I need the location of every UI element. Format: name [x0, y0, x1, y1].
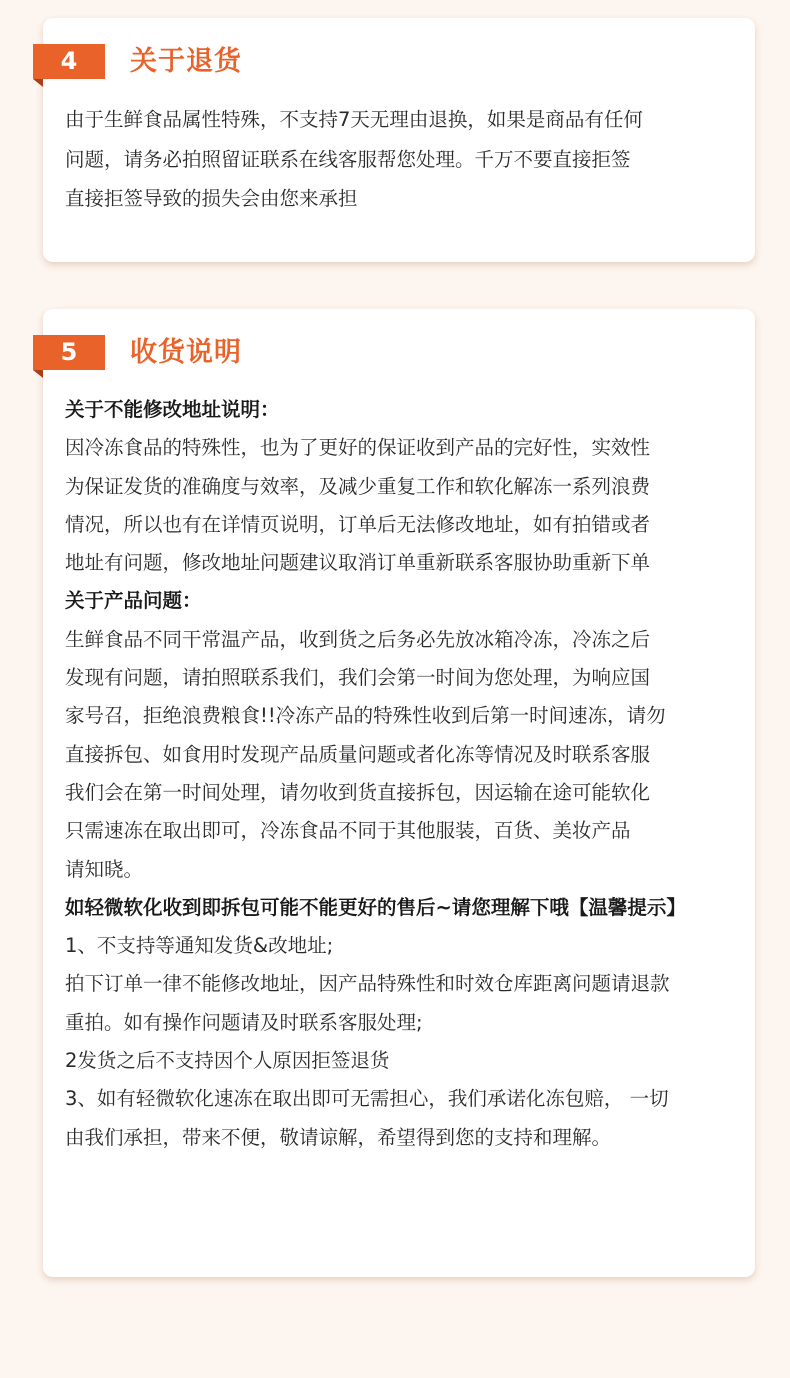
body-line: 家号召，拒绝浪费粮食!!冷冻产品的特殊性收到后第一时间速冻，请勿	[65, 704, 666, 728]
body-line: 只需速冻在取出即可，冷冻食品不同于其他服装，百货、美妆产品	[65, 819, 631, 843]
body-line: 关于不能修改地址说明：	[65, 398, 280, 421]
body-line: 因冷冻食品的特殊性，也为了更好的保证收到产品的完好性，实效性	[65, 436, 651, 460]
body-line: 情况，所以也有在详情页说明，订单后无法修改地址，如有拍错或者	[65, 512, 651, 536]
body-line: 生鲜食品不同干常温产品，收到货之后务必先放冰箱冷冻，冷冻之后	[65, 627, 651, 651]
body-line: 我们会在第一时间处理，请勿收到货直接拆包，因运输在途可能软化	[65, 780, 651, 804]
body-line: 为保证发货的准确度与效率，及减少重复工作和软化解冻一系列浪费	[65, 474, 651, 498]
body-line: 重拍。如有操作问题请及时联系客服处理;	[65, 1010, 423, 1034]
body-line: 如轻微软化收到即拆包可能不能更好的售后~请您理解下哦【温馨提示】	[65, 895, 686, 919]
section-body	[65, 391, 751, 1157]
section-card-receiving	[43, 309, 755, 1277]
section-body	[65, 100, 751, 219]
body-line: 3、如有轻微软化速冻在取出即可无需担心，我们承诺化冻包赔， 一切	[65, 1087, 669, 1111]
section-number-badge: 4	[33, 44, 105, 79]
body-line: 请知晓。	[65, 857, 144, 881]
body-line: 拍下订单一律不能修改地址，因产品特殊性和时效仓库距离问题请退款	[65, 972, 670, 996]
section-title: 关于退货	[130, 46, 242, 77]
body-line: 由我们承担，带来不便，敬请谅解，希望得到您的支持和理解。	[65, 1125, 612, 1149]
body-line: 2发货之后不支持因个人原因拒签退货	[65, 1049, 390, 1073]
section-title: 收货说明	[130, 337, 242, 368]
body-line: 直接拆包、如食用时发现产品质量问题或者化冻等情况及时联系客服	[65, 742, 651, 766]
body-line: 问题，请务必拍照留证联系在线客服帮您处理。千万不要直接拒签	[65, 147, 631, 171]
body-line: 关于产品问题：	[65, 589, 202, 613]
body-line: 1、不支持等通知发货&改地址;	[65, 934, 334, 958]
body-line: 由于生鲜食品属性特殊，不支持7天无理由退换，如果是商品有任何	[65, 108, 643, 131]
section-card-return	[43, 18, 755, 262]
body-line: 直接拒签导致的损失会由您来承担	[65, 187, 358, 210]
body-line: 地址有问题，修改地址问题建议取消订单重新联系客服协助重新下单	[65, 551, 651, 575]
body-line: 发现有问题，请拍照联系我们，我们会第一时间为您处理，为响应国	[65, 666, 651, 690]
section-number-badge: 5	[33, 335, 105, 370]
